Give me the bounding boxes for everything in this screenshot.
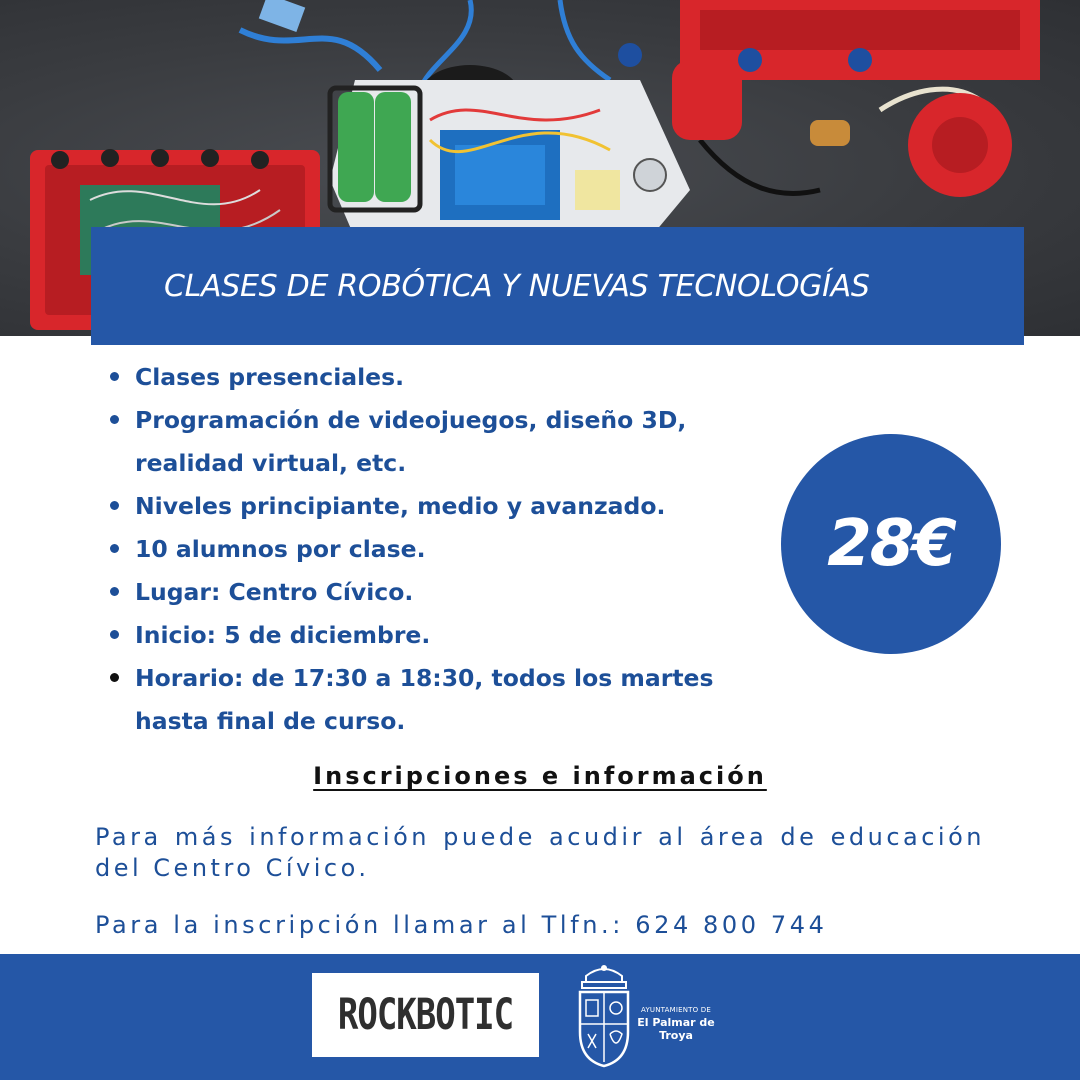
- page-title: CLASES DE ROBÓTICA Y NUEVAS TECNOLOGÍAS: [164, 268, 870, 304]
- info-heading-text: Inscripciones e información: [313, 762, 767, 790]
- title-banner: [91, 227, 1024, 345]
- council-name: [637, 1006, 715, 1042]
- rockbotic-logo-text: ROCKBOTIC: [337, 990, 514, 1040]
- council-crest-icon: [574, 962, 634, 1070]
- feature-text: Programación de videojuegos, diseño 3D, realidad virtual, etc.: [135, 406, 687, 477]
- bullet-icon: [110, 372, 119, 381]
- bullet-icon: [110, 544, 119, 553]
- list-item: [104, 399, 784, 485]
- list-item: [104, 657, 784, 743]
- price-badge: [781, 434, 1001, 654]
- info-text: Para más información puede acudir al área de educación del Centro Cívico.: [95, 823, 985, 882]
- list-item: [104, 485, 784, 528]
- bullet-icon: [110, 415, 119, 424]
- bullet-icon: [110, 501, 119, 510]
- phone-line: Para la inscripción llamar al Tlfn.: 624 800 744: [95, 911, 828, 939]
- list-item: [104, 614, 784, 657]
- footer-bar: [0, 954, 1080, 1080]
- feature-text: Niveles principiante, medio y avanzado.: [135, 492, 666, 520]
- feature-text: Horario: de 17:30 a 18:30, todos los martes hasta final de curso.: [135, 664, 714, 735]
- bullet-icon: [110, 630, 119, 639]
- feature-text: Lugar: Centro Cívico.: [135, 578, 414, 606]
- council-line-2: El Palmar de: [637, 1016, 715, 1029]
- feature-text: 10 alumnos por clase.: [135, 535, 426, 563]
- rockbotic-logo: [312, 973, 539, 1057]
- council-line-3: Troya: [659, 1029, 693, 1042]
- feature-list: [104, 356, 784, 743]
- list-item: [104, 356, 784, 399]
- info-heading: [0, 762, 1080, 790]
- bullet-icon: [110, 673, 119, 682]
- feature-text: Clases presenciales.: [135, 363, 405, 391]
- bullet-icon: [110, 587, 119, 596]
- price-amount: 28€: [827, 507, 955, 581]
- list-item: [104, 571, 784, 614]
- council-line-1: AYUNTAMIENTO DE: [641, 1006, 711, 1014]
- list-item: [104, 528, 784, 571]
- feature-text: Inicio: 5 de diciembre.: [135, 621, 431, 649]
